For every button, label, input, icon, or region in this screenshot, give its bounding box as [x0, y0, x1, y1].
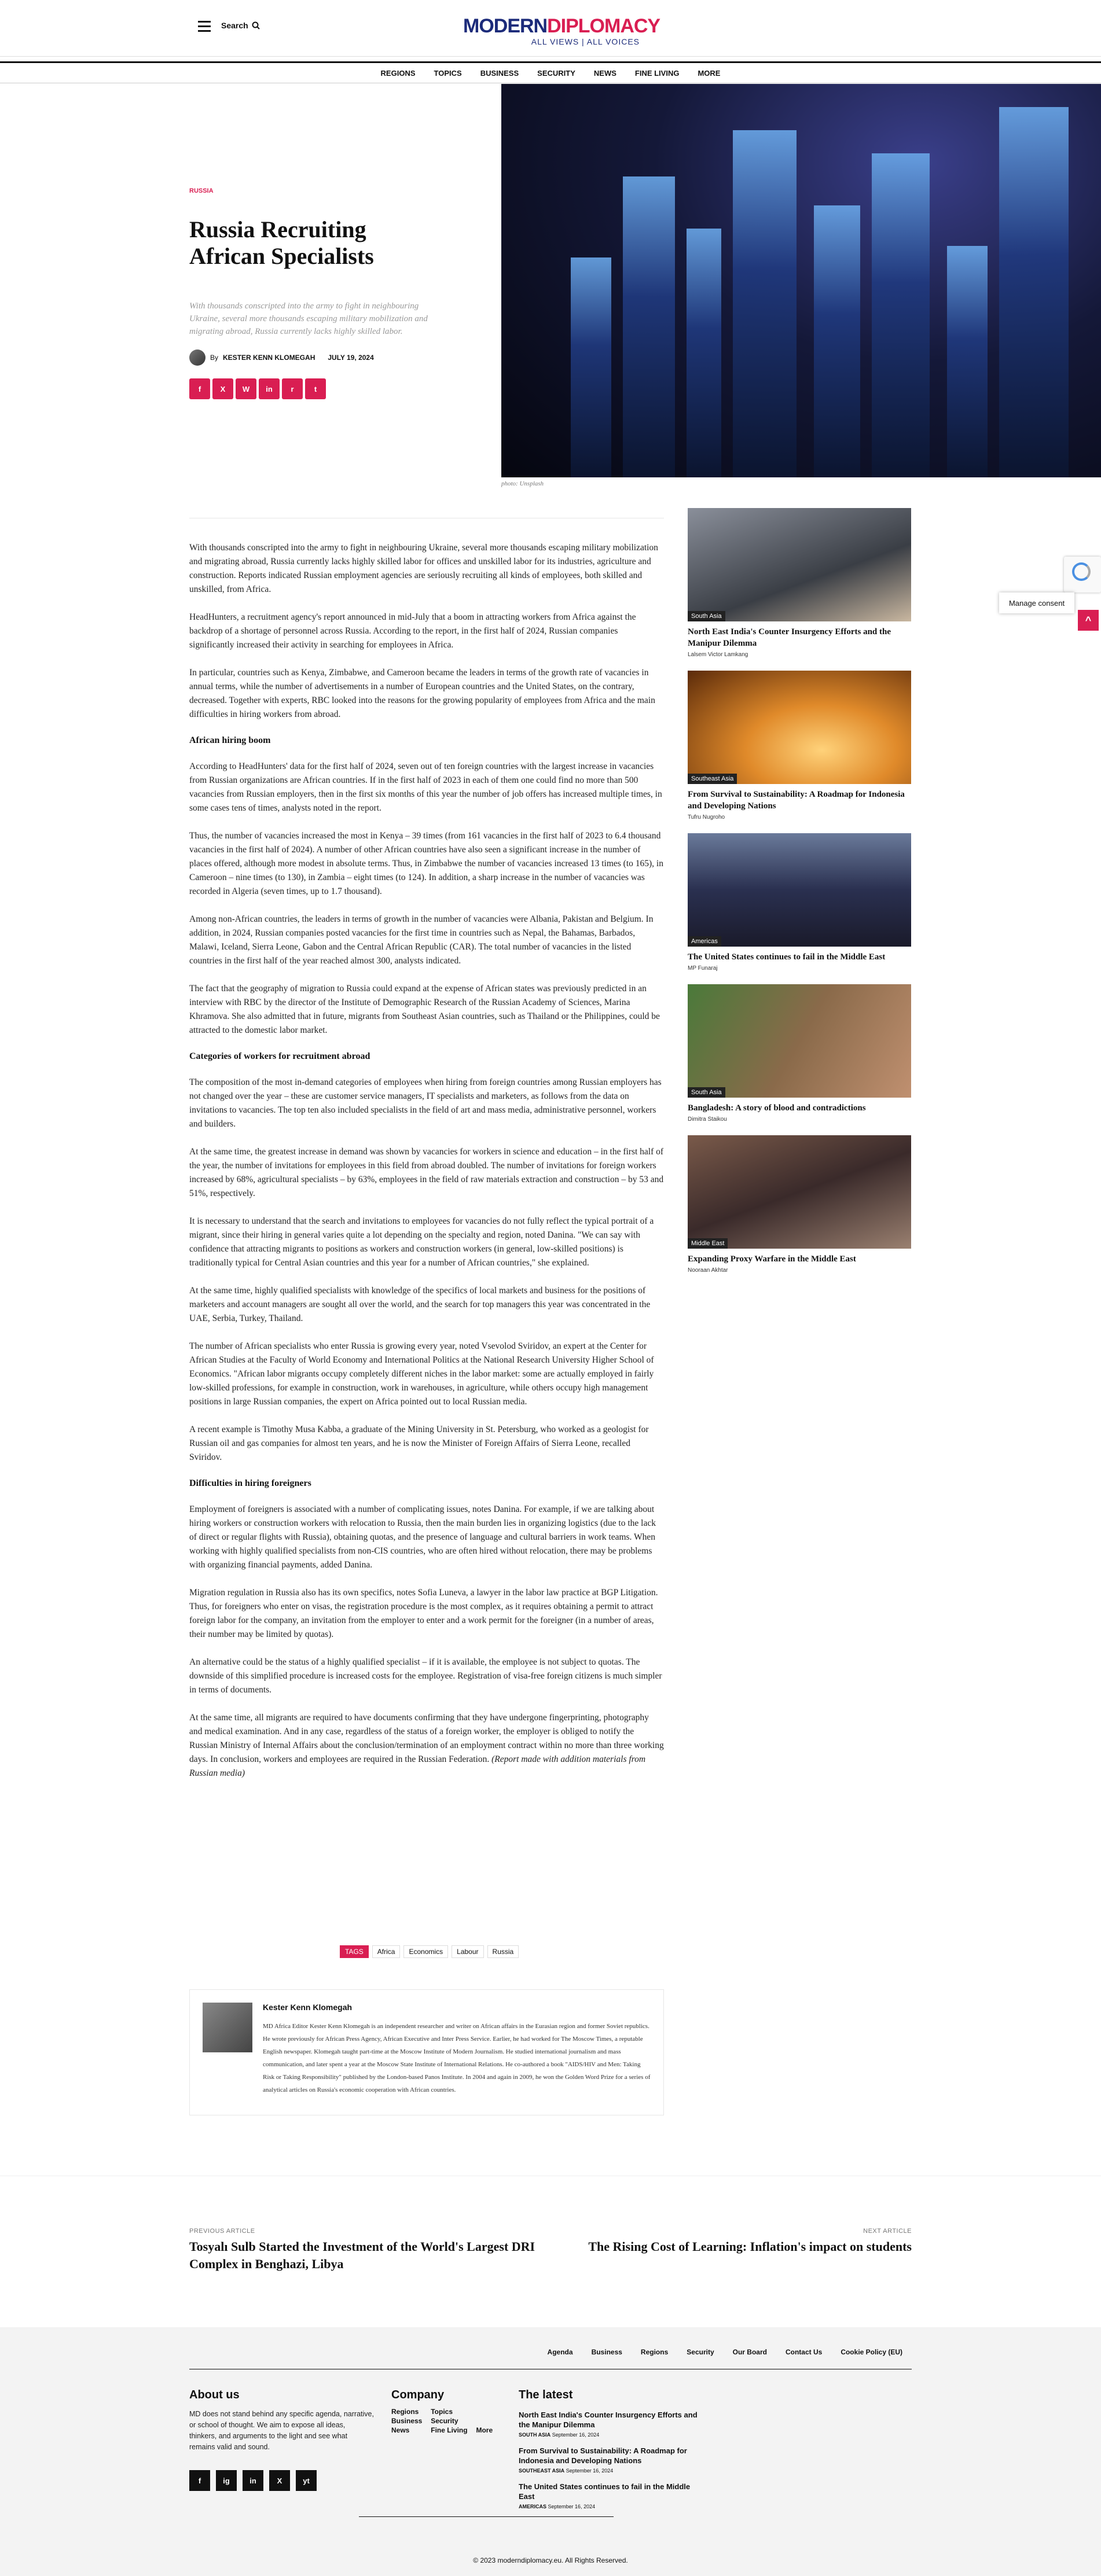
footer-link-security[interactable]: Security — [687, 2348, 714, 2356]
paragraph: An alternative could be the status of a highly qualified specialist – if it is available, the employee is not subject to quotas. The downside of this simplified procedure is increased costs for the employee. Registration of visa-free foreign citizens is much simpler in terms of documents. — [189, 1657, 662, 1695]
nav-item-more[interactable]: MORE — [698, 68, 721, 78]
spacer — [476, 2417, 496, 2425]
next-article-title[interactable]: The Rising Cost of Learning: Inflation's impact on students — [588, 2239, 912, 2254]
tag-item[interactable]: Economics — [403, 1945, 448, 1958]
nav-item-fine-living[interactable]: FINE LIVING — [634, 68, 680, 78]
previous-article-label: PREVIOUS ARTICLE — [189, 2228, 255, 2235]
category-badge[interactable]: RUSSIA — [189, 187, 214, 194]
latest-item-title[interactable]: The United States continues to fail in the Middle East — [519, 2482, 691, 2501]
latest-item[interactable] — [519, 2410, 704, 2438]
sidebar-article-image[interactable] — [688, 671, 911, 784]
x-share-icon[interactable]: X — [212, 378, 233, 399]
by-label: By — [210, 354, 219, 362]
latest-item[interactable] — [519, 2482, 704, 2509]
sidebar-article[interactable] — [688, 984, 911, 1123]
paragraph: The fact that the geography of migration to Russia could expand at the expense of African states was previously predicted in an interview with RBC by the director of the Institute of Demographic Research of the Russian Academy of Sciences, Marina Khramova. She also admitted that in future, migrants from Southeast Asian countries, such as Thailand or the Philippines, could be attracted to the domestic labor market. — [189, 984, 660, 1035]
tag-list — [340, 1945, 519, 1958]
divider — [359, 2516, 614, 2517]
paragraph: According to HeadHunters' data for the first half of 2024, seven out of ten foreign countries with the largest increase in vacancies from Russian organizations are African countries. If in the first half of 2023 in each of them one could find no more than 500 vacancies from Russian employers, then in the first six months of this year the number of job offers has increased multiple times, in some cases tens of times, analysts noted in the report. — [189, 761, 662, 813]
latest-item-date: September 16, 2024 — [552, 2432, 600, 2438]
tags-label: TAGS — [340, 1945, 369, 1958]
nav-item-business[interactable]: BUSINESS — [480, 68, 519, 78]
search-icon — [252, 21, 260, 30]
instagram-icon[interactable]: ig — [216, 2470, 237, 2491]
latest-item-title[interactable]: North East India's Counter Insurgency Efforts and the Manipur Dilemma — [519, 2411, 698, 2429]
company-link-business[interactable]: Business — [391, 2417, 423, 2425]
paragraph: Thus, the number of vacancies increased the most in Kenya – 39 times (from 161 vacancies in the first half of 2023 to 6.4 thousand vacancies in the first half of 2024). A number of other African countries have also seen a significant increase in the number of places offered, although more modest in absolute terms. Thus, in Zimbabwe the number of vacancies increased 13 times (to 165), in Cameroon – nine times (to 130), in Zambia – eight times (to 124). In addition, a sharp increase in the number of vacancies was recorded in Algeria (seven times, up to 1.7 thousand). — [189, 831, 663, 896]
region-label[interactable]: South Asia — [688, 1087, 725, 1098]
footer-company — [391, 2389, 507, 2434]
sidebar-article[interactable] — [688, 833, 911, 971]
sidebar-article-author[interactable]: Nooraan Akhtar — [688, 1267, 728, 1274]
nav-item-topics[interactable]: TOPICS — [434, 68, 462, 78]
about-heading: About us — [189, 2389, 240, 2401]
paragraph: HeadHunters, a recruitment agency's report announced in mid-July that a boom in attracting workers from Africa against the backdrop of a shortage of personnel across Russia. According to the report, in the first half of 2024, Russian companies significantly increased their activity in searching for employees in Africa. — [189, 612, 636, 650]
footer-link-our-board[interactable]: Our Board — [732, 2348, 767, 2356]
recaptcha-badge[interactable] — [1064, 557, 1101, 593]
footer-about — [189, 2389, 375, 2491]
tag-item[interactable]: Labour — [452, 1945, 483, 1958]
latest-item-region[interactable]: SOUTHEAST ASIA — [519, 2468, 565, 2474]
previous-article-title[interactable]: Tosyalı Sulb Started the Investment of the World's Largest DRI Complex in Benghazi, Libya — [189, 2239, 535, 2271]
company-link-topics[interactable]: Topics — [431, 2408, 453, 2416]
nav-item-regions[interactable]: REGIONS — [380, 68, 416, 78]
share-buttons — [189, 378, 444, 399]
sidebar-article-image[interactable] — [688, 508, 911, 621]
sidebar-article-image[interactable] — [688, 833, 911, 947]
site-logo[interactable] — [463, 15, 660, 46]
hamburger-menu-icon[interactable] — [198, 21, 211, 32]
sidebar-article-author[interactable]: Lalsem Victor Lamkang — [688, 652, 748, 658]
paragraph: In particular, countries such as Kenya, Zimbabwe, and Cameroon became the leaders in terms of the growth rate of vacancies in annual terms, while the number of advertisements in a number of European countries and the United States, on the contrary, decreased. Together with experts, RBC looked into the reasons for the growing popularity of employees from Africa and the main difficulties in hiring workers from abroad. — [189, 668, 655, 719]
nav-item-news[interactable]: NEWS — [593, 68, 616, 78]
author-photo[interactable] — [203, 2003, 252, 2052]
latest-item-title[interactable]: From Survival to Sustainability: A Roadmap for Indonesia and Developing Nations — [519, 2446, 687, 2465]
report-note: (Report made with addition materials from Russian media) — [189, 1754, 646, 1778]
latest-item-region[interactable]: SOUTH ASIA — [519, 2432, 551, 2438]
tag-item[interactable]: Africa — [372, 1945, 401, 1958]
sidebar-article-title[interactable]: Bangladesh: A story of blood and contradictions — [688, 1103, 866, 1113]
author-box-name[interactable]: Kester Kenn Klomegah — [263, 2003, 353, 2012]
footer-link-business[interactable]: Business — [591, 2348, 622, 2356]
company-link-regions[interactable]: Regions — [391, 2408, 419, 2416]
company-link-news[interactable]: News — [391, 2426, 410, 2434]
footer-link-regions[interactable]: Regions — [640, 2348, 669, 2356]
region-label[interactable]: Americas — [688, 936, 721, 947]
sidebar-article-title[interactable]: Expanding Proxy Warfare in the Middle East — [688, 1254, 856, 1264]
article-subtitle: With thousands conscripted into the army to fight in neighbouring Ukraine, several more thousands escaping military mobilization and migrating abroad, Russia currently lacks highly skilled labor. — [189, 301, 428, 336]
paragraph: At the same time, the greatest increase in demand was shown by vacancies for workers in science and education – in the first half of the year, the number of invitations for employees in this field from abroad doubled. The number of invitations for foreign workers increased by 68%, agricultural specialists – by 63%, employees in the field of raw materials extraction and construction – by 53 and 51%, respectively. — [189, 1147, 664, 1198]
region-label[interactable]: South Asia — [688, 611, 725, 621]
author-bio: MD Africa Editor Kester Kenn Klomegah is an independent researcher and writer on African affairs in the Eurasian region and former Soviet republics. He wrote previously for African Press Agency, African Executive and Inter Press Service. Earlier, he had worked for The Moscow Times, a reputable English newspaper. Klomegah taught part-time at the Moscow Institute of Modern Journalism. He studied international journalism and mass communication, and later spent a year at the Moscow State Institute of International Relations. He co-authored a book "AIDS/HIV and Men: Taking Risk or Taking Responsibility" published by the London-based Panos Institute. In 2004 and again in 2009, he won the Golden Word Prize for a series of analytical articles on Russia's economic cooperation with African countries. — [263, 2023, 651, 2093]
whatsapp-share-icon[interactable]: W — [236, 378, 256, 399]
sidebar-article-image[interactable] — [688, 1135, 911, 1249]
latest-item-region[interactable]: AMERICAS — [519, 2504, 547, 2509]
article-header — [189, 185, 444, 399]
article-body — [189, 541, 664, 1794]
nav-item-security[interactable]: SECURITY — [537, 68, 575, 78]
author-avatar[interactable] — [189, 349, 205, 366]
paragraph: A recent example is Timothy Musa Kabba, a graduate of the Mining University in St. Petersburg, who worked as a geologist for Russian oil and gas companies for almost ten years, and he is now the Minister of Foreign Affairs of Sierra Leone, recalled Sviridov. — [189, 1425, 649, 1462]
about-text: MD does not stand behind any specific agenda, narrative, or school of thought. We aim to expose all ideas, thinkers, and arguments to the light and see what remains valid and sound. — [189, 2410, 374, 2451]
company-link-more[interactable]: More — [476, 2426, 493, 2434]
paragraph: At the same time, highly qualified specialists with knowledge of the specifics of local markets and business for the positions of marketers and account managers are sought all over the world, and the search for top managers this year was concentrated in the UAE, Serbia, Turkey, Thailand. — [189, 1286, 651, 1323]
search-button[interactable] — [221, 21, 260, 30]
latest-item[interactable] — [519, 2446, 704, 2474]
footer-links — [0, 2348, 912, 2356]
youtube-icon[interactable]: yt — [296, 2470, 317, 2491]
paragraph-text: At the same time, all migrants are required to have documents confirming that they have undergone fingerprinting, photography and medical examination. And in any case, regardless of the status of a foreign worker, the employer is obliged to notify the Russian Ministry of Internal Affairs about the conclusion/termination of an employment contract within no more than three working days. In conclusion, workers and employees are required in the Russian Federation. — [189, 1713, 664, 1764]
author-box — [189, 1989, 664, 2115]
previous-article-link[interactable] — [189, 2228, 537, 2273]
next-article-link[interactable] — [564, 2228, 912, 2255]
x-icon[interactable]: X — [269, 2470, 290, 2491]
search-label: Search — [221, 21, 248, 30]
main-nav — [0, 61, 1101, 83]
section-heading: Difficulties in hiring foreigners — [189, 1478, 311, 1488]
latest-item-date: September 16, 2024 — [566, 2468, 614, 2474]
next-article-label: NEXT ARTICLE — [863, 2228, 912, 2235]
paragraph: Among non-African countries, the leaders in terms of growth in the number of vacancies were Albania, Pakistan and Belgium. In addition, in 2024, Russian companies posted vacancies for the first time in countries such as Nepal, the Bahamas, Barbados, Malawi, Iceland, Sierra Leone, Gabon and the Central African Republic (CAR). The total number of vacancies in the listed countries in the first half of the year reached almost 300, analysts indicated. — [189, 914, 654, 966]
linkedin-icon[interactable]: in — [243, 2470, 263, 2491]
company-heading: Company — [391, 2389, 445, 2401]
section-heading: Categories of workers for recruitment abroad — [189, 1051, 370, 1061]
facebook-icon[interactable]: f — [189, 2470, 210, 2491]
copyright: © 2023 moderndiplomacy.eu. All Rights Reserved. — [473, 2556, 628, 2564]
logo-text-modern: MODERN — [463, 15, 548, 37]
author-link[interactable]: KESTER KENN KLOMEGAH — [223, 354, 315, 362]
logo-text-diplomacy: DIPLOMACY — [547, 15, 660, 37]
latest-item-date: September 16, 2024 — [548, 2504, 596, 2509]
site-header — [0, 0, 1101, 57]
paragraph — [189, 1711, 664, 1780]
publish-date: JULY 19, 2024 — [328, 354, 374, 362]
sidebar-article-title[interactable]: From Survival to Sustainability: A Roadmap for Indonesia and Developing Nations — [688, 790, 905, 811]
tag-item[interactable]: Russia — [487, 1945, 519, 1958]
spacer — [476, 2408, 496, 2416]
sidebar-article-title[interactable]: The United States continues to fail in the Middle East — [688, 952, 886, 962]
photo-caption: photo: Unsplash — [501, 480, 544, 487]
linkedin-share-icon[interactable]: in — [259, 378, 280, 399]
manage-consent-button[interactable]: Manage consent — [999, 593, 1074, 613]
hero-image — [501, 84, 1101, 477]
company-links — [391, 2408, 496, 2434]
paragraph: With thousands conscripted into the army to fight in neighbouring Ukraine, several more thousands escaping military mobilization and migrating abroad, Russia currently lacks highly skilled labor for offices and unskilled labor for its industries, agriculture and construction. Reports indicated Russian employment agencies are seriously recruiting all kinds of employees, both skilled and unskilled, from Africa. — [189, 543, 658, 594]
sidebar — [688, 508, 911, 1286]
author-meta — [189, 349, 444, 366]
paragraph: Employment of foreigners is associated with a number of complicating issues, notes Danina. For example, if we are talking about hiring workers or construction workers with relocation to Russia, then the main burden lies in organizing logistics (due to the lack of direct or regular flights with Russia), obtaining quotas, and the presence of language and cultural barriers in work teams. When working with highly qualified specialists from non-CIS countries, who are often hired without relocation, there may be problems with organizing financial payments, added Danina. — [189, 1504, 656, 1570]
sidebar-article-author[interactable]: MP Funaraj — [688, 965, 718, 971]
sidebar-article[interactable] — [688, 671, 911, 820]
facebook-share-icon[interactable]: f — [189, 378, 210, 399]
footer-link-agenda[interactable]: Agenda — [547, 2348, 573, 2356]
footer-latest — [519, 2389, 704, 2509]
site-footer — [0, 2327, 1101, 2576]
company-link-fine-living[interactable]: Fine Living — [431, 2426, 468, 2434]
paragraph: The composition of the most in-demand categories of employees when hiring from foreign countries among Russian employers has not changed over the year – these are customer service managers, IT specialists and marketers, as follows from the data on invitations to vacancies. The top ten also included specialists in the field of art and mass media, administrative personnel, workers and builders. — [189, 1077, 662, 1129]
telegram-share-icon[interactable]: t — [305, 378, 326, 399]
sidebar-article[interactable] — [688, 1135, 911, 1274]
latest-heading: The latest — [519, 2389, 573, 2401]
paragraph: The number of African specialists who enter Russia is growing every year, noted Vsevolod Sviridov, an expert at the Center for African Studies at the Faculty of World Economy and International Politics at the National Research University Higher School of Economics. "African labor migrants occupy completely different niches in the labor market: some are actually employed in fairly low-skilled professions, for example in construction, work in warehouses, in agriculture, while others occupy high management positions in large Russian companies, the expert on Africa pointed out to local Russian media. — [189, 1341, 654, 1407]
paragraph: It is necessary to understand that the search and invitations to employees for vacancies do not fully reflect the typical portrait of a migrant, since their hiring in general varies quite a lot depending on the specialty and region, noted Danina. "We can say with confidence that attracting migrants to positions as workers and construction workers (in general, low-skilled positions) is traditionally typical for Central Asian countries and this year for a number of African countries," she explained. — [189, 1216, 654, 1268]
sidebar-article-image[interactable] — [688, 984, 911, 1098]
sidebar-article-author[interactable]: Dimitra Staikou — [688, 1116, 727, 1123]
section-heading: African hiring boom — [189, 735, 271, 745]
paragraph: Migration regulation in Russia also has its own specifics, notes Sofia Luneva, a lawyer in the labor law practice at BGP Litigation. Thus, for foreigners who enter on visas, the registration procedure is the most complex, as it requires obtaining a permit to attract foreign labor for the company, an invitation from the employer to enter and a work permit for the foreigner (in a number of areas, their number may be limited by quotas). — [189, 1588, 658, 1639]
sidebar-article-author[interactable]: Tufru Nugroho — [688, 814, 725, 820]
logo-tagline: ALL VIEWS | ALL VOICES — [531, 37, 640, 46]
region-label[interactable]: Southeast Asia — [688, 774, 737, 784]
sidebar-article[interactable] — [688, 508, 911, 658]
social-links — [189, 2470, 375, 2491]
reddit-share-icon[interactable]: r — [282, 378, 303, 399]
back-to-top-button[interactable]: ^ — [1078, 610, 1099, 631]
article-title: Russia Recruiting African Specialists — [189, 216, 374, 269]
company-link-security[interactable]: Security — [431, 2417, 458, 2425]
footer-link-contact[interactable]: Contact Us — [785, 2348, 823, 2356]
footer-link-cookie-policy[interactable]: Cookie Policy (EU) — [841, 2348, 902, 2356]
sidebar-article-title[interactable]: North East India's Counter Insurgency Efforts and the Manipur Dilemma — [688, 627, 891, 648]
region-label[interactable]: Middle East — [688, 1238, 728, 1249]
